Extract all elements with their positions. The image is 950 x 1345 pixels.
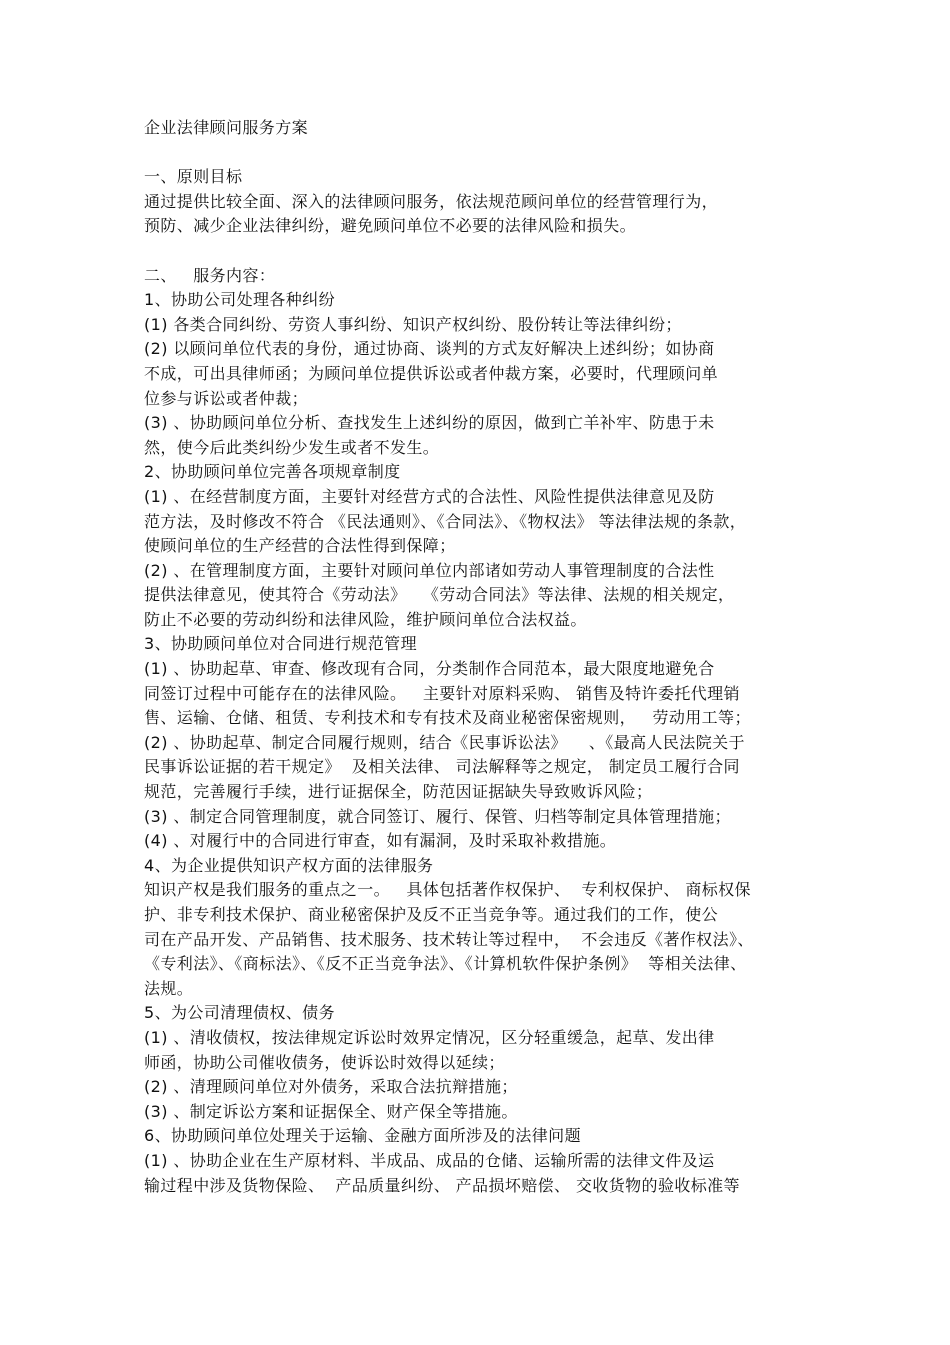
text-line: (2) 以顾问单位代表的身份，通过协商、谈判的方式友好解决上述纠纷；如协商 [144,339,715,359]
text-line: (2) 、清理顾问单位对外债务，采取合法抗辩措施； [144,1077,518,1097]
text-line: 预防、减少企业法律纠纷，避免顾问单位不必要的法律风险和损失。 [144,216,637,236]
text-line: 3、协助顾问单位对合同进行规范管理 [144,634,417,654]
text-line: 规范，完善履行手续，进行证据保全，防范因证据缺失导致败诉风险； [144,782,653,802]
document-body [144,116,824,1198]
text-line: 通过提供比较全面、深入的法律顾问服务，依法规范顾问单位的经营管理行为， [144,191,719,211]
text-line: 防止不必要的劳动纠纷和法律风险，维护顾问单位合法权益。 [144,609,587,629]
text-line: (1) 、协助企业在生产原材料、半成品、成品的仓储、运输所需的法律文件及运 [144,1150,715,1170]
text-line: 知识产权是我们服务的重点之一。 具体包括著作权保护、 专利权保护、 商标权保 [144,880,751,900]
text-line: (4) 、对履行中的合同进行审查，如有漏洞，及时采取补救措施。 [144,831,617,851]
text-line: 提供法律意见，使其符合《劳动法》 《劳动合同法》等法律、法规的相关规定， [144,585,735,605]
text-line: 民事诉讼证据的若干规定》 及相关法律、 司法解释等之规定， 制定员工履行合同 [144,757,740,777]
text-line: 1、协助公司处理各种纠纷 [144,290,335,310]
text-line: 售、运输、仓储、租赁、专利技术和专有技术及商业秘密保密规则， 劳动用工等； [144,708,751,728]
text-line: (1) 各类合同纠纷、劳资人事纠纷、知识产权纠纷、股份转让等法律纠纷； [144,314,682,334]
blank-line [144,239,824,264]
text-line: 范方法，及时修改不符合 《民法通则》、《合同法》、《物权法》 等法律法规的条款， [144,511,747,531]
text-line: 位参与诉讼或者仲裁； [144,388,309,408]
text-line: (3) 、制定诉讼方案和证据保全、财产保全等措施。 [144,1101,518,1121]
text-line: (2) 、在管理制度方面，主要针对顾问单位内部诸如劳动人事管理制度的合法性 [144,560,715,580]
text-line: 输过程中涉及货物保险、 产品质量纠纷、 产品损坏赔偿、 交收货物的验收标准等 [144,1175,740,1195]
text-line: 司在产品开发、产品销售、技术服务、技术转让等过程中， 不会违反《著作权法》、 [144,929,754,949]
section-services [144,264,824,1199]
text-line: 一、原则目标 [144,167,243,187]
text-line: (1) 、在经营制度方面，主要针对经营方式的合法性、风险性提供法律意见及防 [144,486,715,506]
text-line: 同签订过程中可能存在的法律风险。 主要针对原料采购、 销售及特许委托代理销 [144,683,740,703]
text-line: (1) 、协助起草、审查、修改现有合同，分类制作合同范本，最大限度地避免合 [144,659,715,679]
document-title: 企业法律顾问服务方案 [144,118,309,137]
text-line: (3) 、协助顾问单位分析、查找发生上述纠纷的原因，做到亡羊补牢、防患于未 [144,413,715,433]
text-line: 6、协助顾问单位处理关于运输、金融方面所涉及的法律问题 [144,1126,581,1146]
text-line: 2、协助顾问单位完善各项规章制度 [144,462,401,482]
text-line: (1) 、清收债权，按法律规定诉讼时效界定情况，区分轻重缓急，起草、发出律 [144,1027,715,1047]
section-principles [144,165,824,239]
text-line: 5、为公司清理债权、债务 [144,1003,335,1023]
text-line: 然，使今后此类纠纷少发生或者不发生。 [144,437,440,457]
text-line: 二、 服务内容： [144,265,276,285]
text-line: 不成，可出具律师函；为顾问单位提供诉讼或者仲裁方案，必要时，代理顾问单 [144,363,719,383]
text-line: (2) 、协助起草、制定合同履行规则，结合《民事诉讼法》 、《最高人民法院关于 [144,732,745,752]
text-line: 法规。 [144,978,194,998]
text-line: (3) 、制定合同管理制度，就合同签订、履行、保管、归档等制定具体管理措施； [144,806,731,826]
blank-line [144,141,824,166]
text-line: 师函，协助公司催收债务，使诉讼时效得以延续； [144,1052,505,1072]
text-line: 护、非专利技术保护、商业秘密保护及反不正当竞争等。通过我们的工作，使公 [144,905,719,924]
text-line: 《专利法》、《商标法》、《反不正当竞争法》、《计算机软件保护条例》 等相关法律、 [144,954,747,974]
text-line: 4、为企业提供知识产权方面的法律服务 [144,855,434,875]
text-line: 使顾问单位的生产经营的合法性得到保障； [144,536,456,556]
